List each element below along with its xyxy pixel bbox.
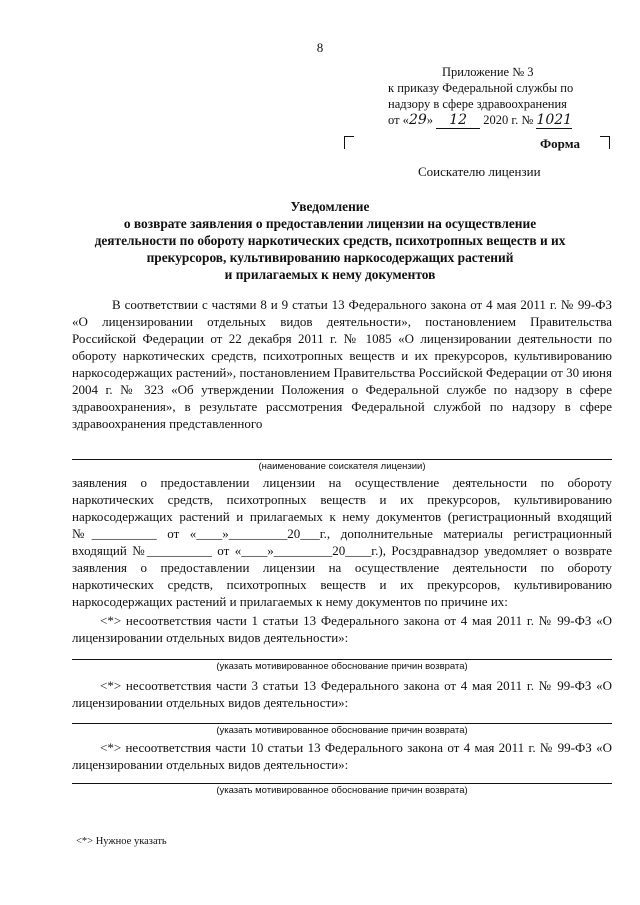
title-line-1: Уведомление: [290, 199, 370, 214]
reason-3-caption: (указать мотивированное обоснование причин возврата): [216, 785, 468, 796]
appendix-block: [388, 64, 618, 129]
reason-1-line: [72, 659, 612, 660]
date-month-handwritten: 12: [436, 112, 480, 129]
reason-3-line: [72, 783, 612, 784]
applicant-name-line: [72, 459, 612, 460]
appendix-date-line: от «29» 12 2020 г. № 1021: [388, 112, 573, 128]
footnote: <*> Нужное указать: [76, 836, 167, 847]
appendix-order-line: к приказу Федеральной службы по: [388, 81, 574, 95]
document-title: [60, 198, 600, 283]
title-line-3: деятельности по обороту наркотических средств, психотропных веществ и их: [94, 233, 566, 248]
date-day-handwritten: 29: [408, 112, 427, 128]
appendix-agency-line: надзору в сфере здравоохранения: [388, 97, 567, 111]
reason-2-line: [72, 723, 612, 724]
page-number: 8: [316, 40, 324, 55]
title-line-4: прекурсоров, культивированию наркосодержащих растений: [146, 250, 514, 265]
appendix-title: Приложение № 3: [442, 65, 534, 79]
caption-applicant-name: (наименование соискателя лицензии): [258, 461, 426, 472]
title-line-2: о возврате заявления о предоставлении лицензии на осуществление: [123, 216, 537, 231]
recipient-line: Соискателю лицензии: [418, 164, 541, 179]
paragraph-notification: заявления о предоставлении лицензии на осуществление деятельности по обороту наркотических средств, психотропных веществ и их прекурсоров, культивированию наркосодержащих растений и прилагаемых к нему документов (регистрационный входящий №__________ от «____»_________20___г., дополнительные материалы регистрационный входящий №__________ от «____»_________20____г.), Росздравнадзор уведомляет о возврате заявления о предоставлении лицензии на осуществление деятельности по обороту наркотических средств, психотропных веществ и их прекурсоров, культивированию наркосодержащих растений и прилагаемых к нему документов по причине их:: [72, 475, 612, 609]
reason-2-text: <*> несоответствия части 3 статьи 13 Федерального закона от 4 мая 2011 г. № 99-ФЗ «О лицензировании отдельных видов деятельности»:: [72, 678, 612, 710]
paragraph-legal-basis: В соответствии с частями 8 и 9 статьи 13 Федерального закона от 4 мая 2011 г. № 99-ФЗ «О лицензировании отдельных видов деятельности», постановлением Правительства Российской Федерации от 22 декабря 2011 г. № 1085 «О лицензировании деятельности по обороту наркотических средств, психотропных веществ и их прекурсоров, культивированию наркосодержащих растений», постановлением Правительства Российской Федерации от 30 июня 2004 г. № 323 «Об утверждении Положения о Федеральной службе по надзору в сфере здравоохранения», в результате рассмотрения Федеральной службой по надзору в сфере здравоохранения представленного: [72, 297, 612, 431]
form-bracket-right: [600, 136, 610, 149]
reason-2-caption: (указать мотивированное обоснование причин возврата): [216, 725, 468, 736]
reason-1-text: <*> несоответствия части 1 статьи 13 Федерального закона от 4 мая 2011 г. № 99-ФЗ «О лицензировании отдельных видов деятельности»:: [72, 613, 612, 645]
reason-3-text: <*> несоответствия части 10 статьи 13 Федерального закона от 4 мая 2011 г. № 99-ФЗ «О лицензировании отдельных видов деятельности»:: [72, 740, 612, 772]
form-bracket-left: [344, 136, 354, 149]
title-line-5: и прилагаемых к нему документов: [224, 267, 436, 282]
reason-1-caption: (указать мотивированное обоснование причин возврата): [216, 661, 468, 672]
order-number-handwritten: 1021: [536, 112, 573, 128]
form-label: Форма: [540, 136, 580, 151]
